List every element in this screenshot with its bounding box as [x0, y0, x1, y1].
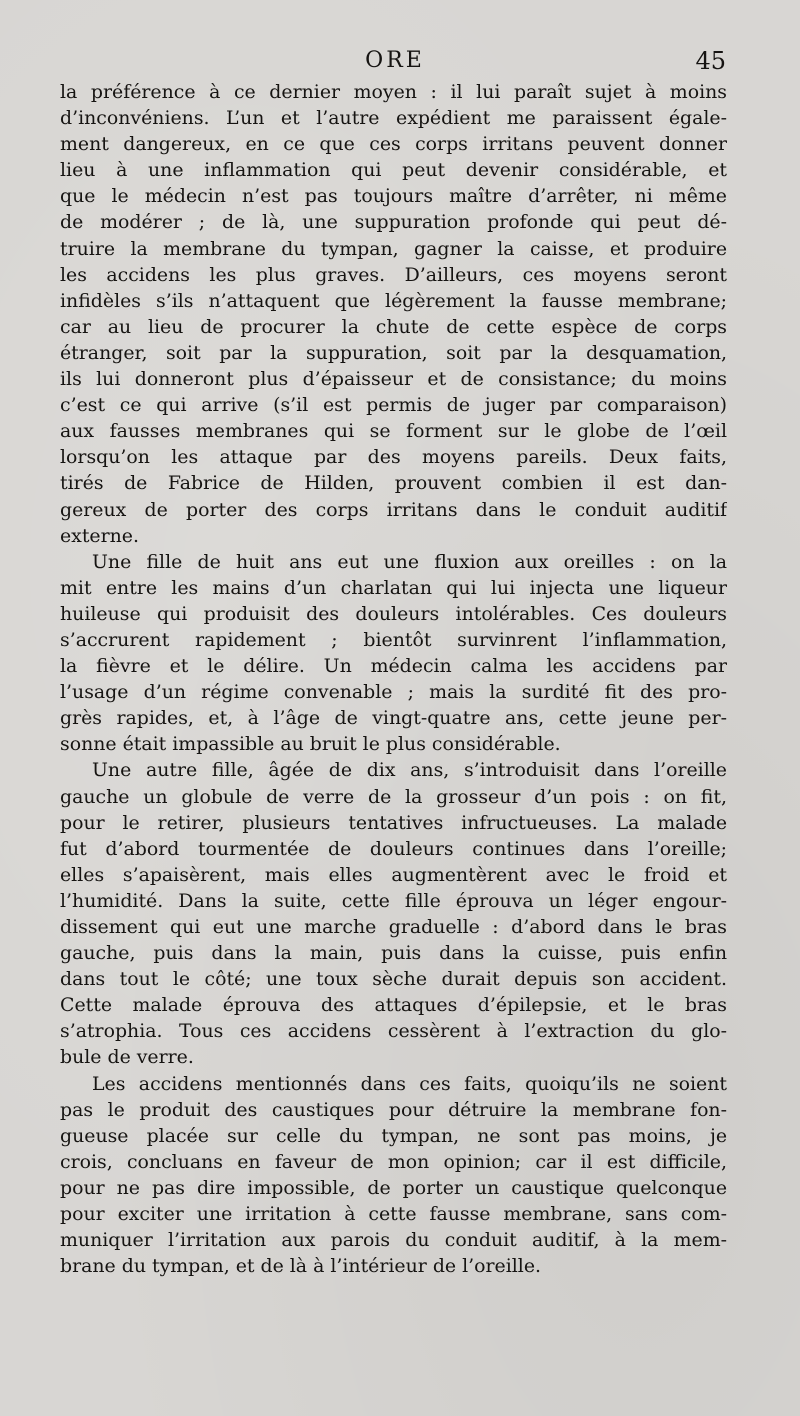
text-line: sonne était impassible au bruit le plus considérable. [60, 733, 561, 756]
text-line: de modérer ; de là, une suppuration profonde qui peut dé- [60, 211, 727, 234]
text-line: huileuse qui produisit des douleurs intolérables. Ces douleurs [60, 602, 727, 625]
text-line: car au lieu de procurer la chute de cette espèce de corps [60, 315, 727, 338]
text-line: s’atrophia. Tous ces accidens cessèrent à l’extraction du glo- [60, 1020, 727, 1043]
text-line: aux fausses membranes qui se forment sur le globe de l’œil [60, 420, 727, 443]
text-line: elles s’apaisèrent, mais elles augmentèrent avec le froid et [60, 863, 727, 886]
running-head [60, 44, 730, 78]
text-line: dans tout le côté; une toux sèche durait depuis son accident. [60, 968, 727, 991]
text-line: crois, concluans en faveur de mon opinion; car il est difficile, [60, 1150, 727, 1173]
text-line: la fièvre et le délire. Un médecin calma les accidens par [60, 655, 727, 678]
text-line: s’accrurent rapidement ; bientôt survinrent l’inflammation, [60, 628, 727, 651]
text-line: Une fille de huit ans eut une fluxion aux oreilles : on la [92, 550, 727, 573]
text-line: mit entre les mains d’un charlatan qui lui injecta une liqueur [60, 576, 727, 599]
text-line: pour ne pas dire impossible, de porter un caustique quelconque [60, 1176, 727, 1199]
paragraph [60, 1071, 727, 1280]
text-line: Cette malade éprouva des attaques d’épilepsie, et le bras [60, 994, 727, 1017]
text-line: brane du tympan, et de là à l’intérieur de l’oreille. [60, 1255, 542, 1278]
text-line: l’humidité. Dans la suite, cette fille éprouva un léger engour- [60, 889, 727, 912]
text-line: l’usage d’un régime convenable ; mais la surdité fit des pro- [60, 681, 727, 704]
paragraph [60, 79, 727, 549]
text-line: Une autre fille, âgée de dix ans, s’introduisit dans l’oreille [92, 759, 727, 782]
text-line: d’inconvéniens. L’un et l’autre expédient me paraissent égale- [60, 107, 727, 130]
text-line: gauche un globule de verre de la grosseur d’un pois : on fit, [60, 785, 727, 808]
text-line: gauche, puis dans la main, puis dans la cuisse, puis enfin [60, 942, 727, 965]
paragraph [60, 757, 727, 1070]
text-line: les accidens les plus graves. D’ailleurs, ces moyens seront [60, 263, 727, 286]
text-line: lieu à une inflammation qui peut devenir considérable, et [60, 159, 727, 182]
text-line: fut d’abord tourmentée de douleurs continues dans l’oreille; [60, 837, 727, 860]
running-head-title: ORE [365, 48, 425, 73]
text-line: grès rapides, et, à l’âge de vingt-quatre ans, cette jeune per- [60, 707, 727, 730]
text-line: c’est ce qui arrive (s’il est permis de juger par comparaison) [60, 394, 727, 417]
paragraph [60, 549, 727, 758]
text-line: gueuse placée sur celle du tympan, ne sont pas moins, je [60, 1124, 727, 1147]
text-line: dissement qui eut une marche graduelle : d’abord dans le bras [60, 916, 727, 938]
text-line: externe. [60, 524, 139, 547]
text-line: gereux de porter des corps irritans dans le conduit auditif [60, 498, 727, 521]
text-line: la préférence à ce dernier moyen : il lui paraît sujet à moins [60, 81, 727, 103]
text-line: pour exciter une irritation à cette fausse membrane, sans com- [60, 1203, 727, 1226]
text-line: Les accidens mentionnés dans ces faits, quoiqu’ils ne soient [92, 1072, 727, 1095]
text-line: étranger, soit par la suppuration, soit par la desquamation, [60, 341, 727, 364]
text-line: ils lui donneront plus d’épaisseur et de consistance; du moins [60, 368, 727, 391]
text-line: pour le retirer, plusieurs tentatives infructueuses. La malade [60, 811, 727, 834]
text-line: que le médecin n’est pas toujours maître d’arrêter, ni même [60, 185, 727, 208]
text-line: muniquer l’irritation aux parois du conduit auditif, à la mem- [60, 1229, 727, 1252]
text-line: bule de verre. [60, 1046, 194, 1069]
page-number: 45 [695, 47, 726, 75]
text-line: truire la membrane du tympan, gagner la caisse, et produire [60, 237, 727, 260]
text-line: lorsqu’on les attaque par des moyens pareils. Deux faits, [60, 446, 727, 469]
text-line: tirés de Fabrice de Hilden, prouvent combien il est dan- [60, 472, 727, 495]
text-line: pas le produit des caustiques pour détruire la membrane fon- [60, 1098, 727, 1121]
text-line: ment dangereux, en ce que ces corps irritans peuvent donner [60, 133, 727, 156]
body-text [60, 79, 727, 1279]
text-line: infidèles s’ils n’attaquent que légèrement la fausse membrane; [60, 289, 727, 312]
